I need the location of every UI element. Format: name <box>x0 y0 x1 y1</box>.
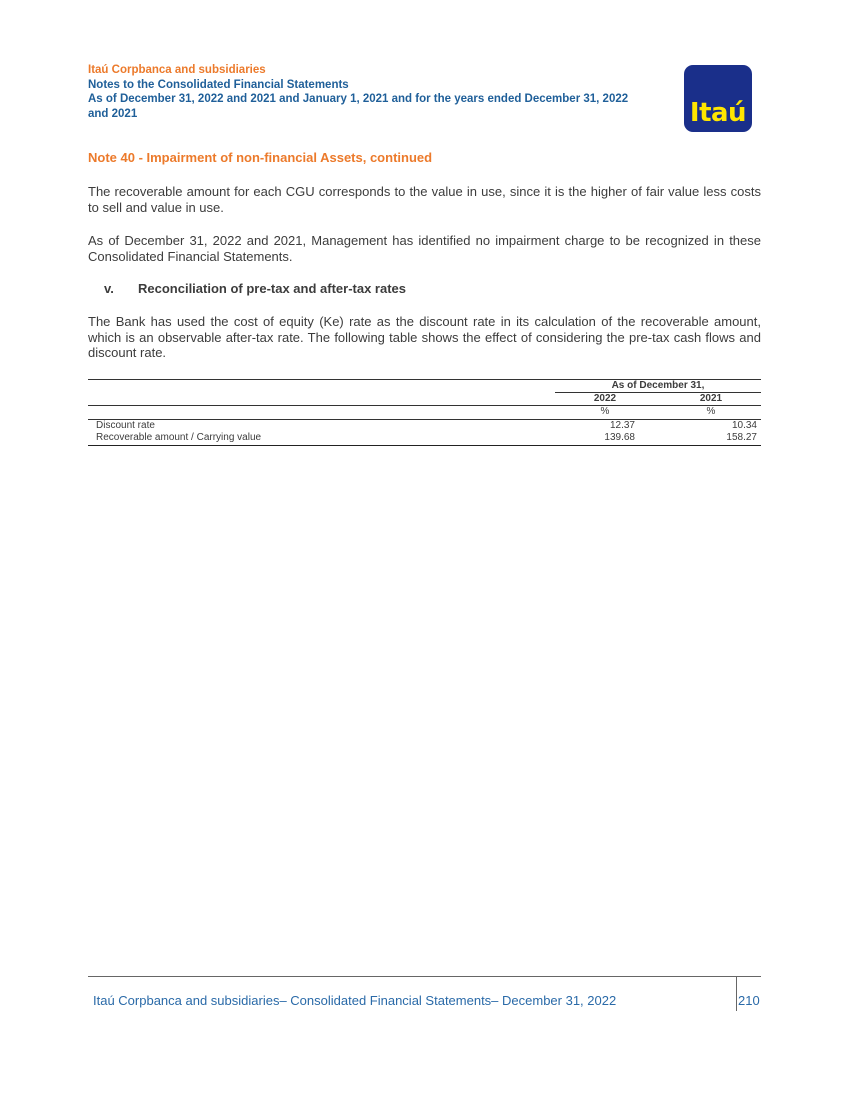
page-number: 210 <box>738 993 760 1008</box>
paragraph-no-impairment: As of December 31, 2022 and 2021, Management has identified no impairment charge to be recognized in these Consolidated Financial Statements. <box>88 233 761 264</box>
paragraph-cost-of-equity: The Bank has used the cost of equity (Ke) rate as the discount rate in its calculation of the recoverable amount, which is an observable after-tax rate. The following table shows the effect of considering the pre-tax cash flows and discount rate. <box>88 314 761 360</box>
section-heading <box>104 281 406 296</box>
footer-divider <box>736 976 737 1011</box>
page-header <box>88 63 688 121</box>
footer-text: Itaú Corpbanca and subsidiaries– Consolidated Financial Statements– December 31, 2022 <box>93 993 617 1008</box>
cell-recoverable-amount-2022: 139.68 <box>604 432 635 443</box>
header-notes-title: Notes to the Consolidated Financial Statements <box>88 78 349 91</box>
column-header-2021: 2021 <box>699 393 723 404</box>
section-number: v. <box>104 281 114 296</box>
header-company: Itaú Corpbanca and subsidiaries <box>88 64 266 76</box>
unit-2021: % <box>706 406 716 417</box>
header-period-line: As of December 31, 2022 and 2021 and January 1, 2021 and for the years ended December 31, 2022 <box>88 93 629 105</box>
unit-2022: % <box>600 406 610 417</box>
footer-rule <box>88 976 761 977</box>
paragraph-recoverable-amount: The recoverable amount for each CGU corresponds to the value in use, since it is the higher of fair value less costs to sell and value in use. <box>88 184 761 215</box>
table-group-header: As of December 31, <box>611 380 705 391</box>
column-header-2022: 2022 <box>593 393 617 404</box>
itau-logo <box>684 65 752 132</box>
header-period-line-2: and 2021 <box>88 107 138 120</box>
logo-text: Itaú <box>689 98 747 128</box>
note-title: Note 40 - Impairment of non-financial Assets, continued <box>88 150 433 165</box>
cell-discount-rate-2022: 12.37 <box>609 420 635 431</box>
row-label-recoverable-amount: Recoverable amount / Carrying value <box>96 432 262 443</box>
table-bottom-rule <box>88 445 761 446</box>
cell-discount-rate-2021: 10.34 <box>731 420 757 431</box>
row-label-discount-rate: Discount rate <box>96 420 155 431</box>
cell-recoverable-amount-2021: 158.27 <box>726 432 757 443</box>
section-title: Reconciliation of pre-tax and after-tax rates <box>138 281 407 296</box>
